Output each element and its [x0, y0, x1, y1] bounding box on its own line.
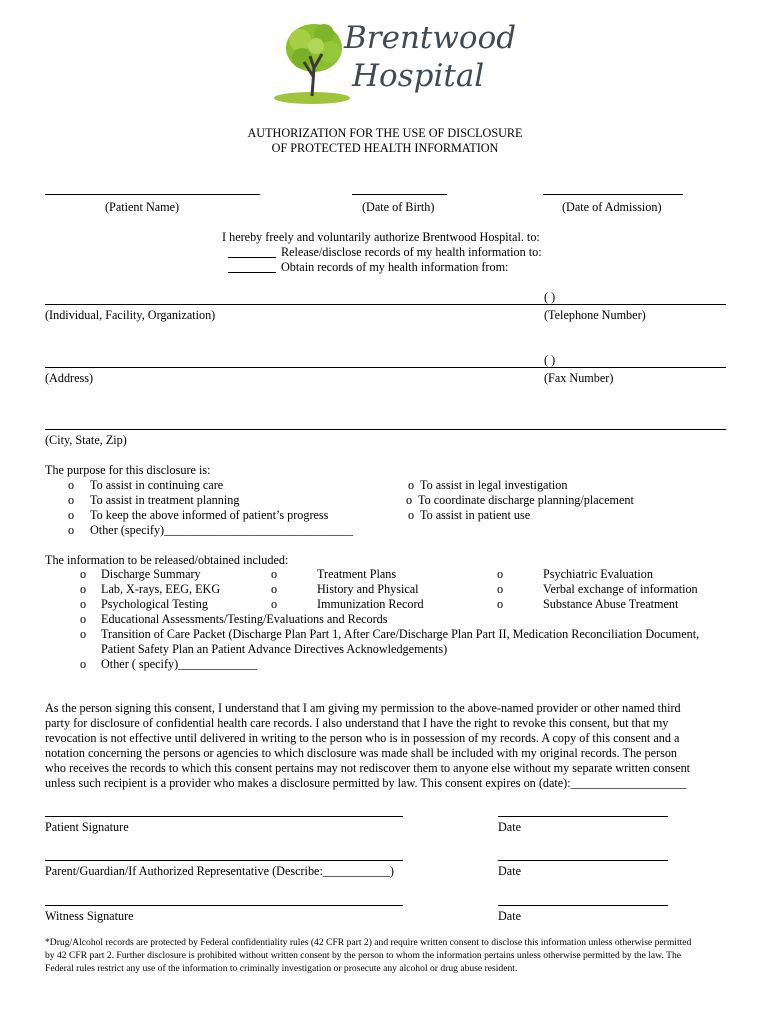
consent-line: party for disclosure of confidential health care records. I also understand that I have the right to revoke this consent, but that my	[45, 716, 669, 730]
consent-line: notation concerning the persons or agencies to which disclosure was made shall be included with my original records. The person	[45, 746, 678, 760]
phone-paren: ( )	[544, 290, 556, 304]
city-line[interactable]	[45, 429, 726, 430]
info-bullet[interactable]: o	[497, 567, 504, 581]
purpose-heading: The purpose for this disclosure is:	[45, 463, 211, 477]
address-line[interactable]	[45, 367, 726, 368]
info-immunization: Immunization Record	[317, 597, 424, 611]
info-bullet[interactable]: o	[80, 627, 87, 641]
patient-date-line[interactable]	[498, 816, 668, 817]
info-bullet[interactable]: o	[271, 597, 278, 611]
individual-label: (Individual, Facility, Organization)	[45, 308, 216, 322]
purpose-bullet[interactable]: o	[68, 493, 75, 507]
purpose-discharge: To coordinate discharge planning/placement	[418, 493, 634, 507]
dob-label: (Date of Birth)	[362, 200, 435, 214]
form-title-line2: OF PROTECTED HEALTH INFORMATION	[271, 141, 499, 155]
date-label: Date	[498, 820, 522, 834]
logo-text-brentwood: Brentwood	[344, 20, 517, 56]
info-other[interactable]: Other ( specify)_____________	[101, 657, 258, 671]
info-bullet[interactable]: o	[271, 567, 278, 581]
info-psych-testing: Psychological Testing	[101, 597, 208, 611]
witness-date-line[interactable]	[498, 905, 668, 906]
info-transition-line2: Patient Safety Plan an Patient Advance Directives Acknowledgements)	[101, 642, 448, 656]
hospital-logo	[272, 18, 517, 108]
purpose-treatment-planning: To assist in treatment planning	[90, 493, 240, 507]
info-bullet[interactable]: o	[497, 582, 504, 596]
patient-signature-label: Patient Signature	[45, 820, 129, 834]
consent-line: who receives the records to which this consent pertains may not rediscover them to anyone else without my separate written consent	[45, 761, 691, 775]
authorize-intro: I hereby freely and voluntarily authorize Brentwood Hospital. to:	[222, 230, 540, 244]
obtain-check-line[interactable]	[228, 272, 276, 273]
footnote-line: Federal rules restrict any use of the information to criminally investigation or prosecute any alcohol or drug abuse resident.	[45, 963, 518, 974]
info-bullet[interactable]: o	[80, 582, 87, 596]
guardian-signature-label[interactable]: Parent/Guardian/If Authorized Representative (Describe:___________)	[45, 864, 394, 878]
info-discharge-summary: Discharge Summary	[101, 567, 201, 581]
footnote-line: *Drug/Alcohol records are protected by Federal confidentiality rules (42 CFR part 2) and require written consent to disclose this information unless otherwise permitted	[45, 937, 692, 948]
purpose-patient-use: To assist in patient use	[420, 508, 531, 522]
purpose-bullet[interactable]: o	[68, 523, 75, 537]
city-label: (City, State, Zip)	[45, 433, 127, 447]
address-label: (Address)	[45, 371, 94, 385]
purpose-bullet[interactable]: o	[408, 508, 415, 522]
consent-line[interactable]: unless such recipient is a provider who makes a disclosure permitted by law. This consent expires on (date):___________________	[45, 776, 687, 790]
purpose-other[interactable]: Other (specify)_______________________________	[90, 523, 354, 537]
admission-label: (Date of Admission)	[562, 200, 662, 214]
date-label: Date	[498, 909, 522, 923]
purpose-bullet[interactable]: o	[68, 478, 75, 492]
info-bullet[interactable]: o	[271, 582, 278, 596]
witness-signature-line[interactable]	[45, 905, 403, 906]
obtain-option: Obtain records of my health information from:	[281, 260, 509, 274]
info-psychiatric: Psychiatric Evaluation	[543, 567, 653, 581]
patient-name-line[interactable]	[45, 194, 260, 195]
form-title-line1: AUTHORIZATION FOR THE USE OF DISCLOSURE	[247, 126, 523, 140]
consent-line: As the person signing this consent, I understand that I am giving my permission to the above-named provider or other named third	[45, 701, 681, 715]
info-bullet[interactable]: o	[80, 612, 87, 626]
info-lab: Lab, X-rays, EEG, EKG	[101, 582, 221, 596]
purpose-bullet[interactable]: o	[406, 493, 413, 507]
telephone-label: (Telephone Number)	[544, 308, 646, 322]
purpose-continuing-care: To assist in continuing care	[90, 478, 224, 492]
admission-line[interactable]	[543, 194, 683, 195]
fax-paren: ( )	[544, 353, 556, 367]
info-verbal: Verbal exchange of information	[543, 582, 698, 596]
guardian-signature-line[interactable]	[45, 860, 403, 861]
guardian-date-line[interactable]	[498, 860, 668, 861]
purpose-legal: To assist in legal investigation	[420, 478, 568, 492]
purpose-bullet[interactable]: o	[68, 508, 75, 522]
footnote-line: by 42 CFR part 2. Further disclosure is prohibited without written consent by the person to whom the information pertains unless otherwise permitted by the law. The	[45, 950, 682, 961]
info-heading: The information to be released/obtained included:	[45, 553, 289, 567]
logo-text-hospital: Hospital	[352, 58, 485, 94]
fax-label: (Fax Number)	[544, 371, 614, 385]
consent-line: revocation is not effective until delivered in writing to the person who is in possession of my records. A copy of this consent and a	[45, 731, 680, 745]
individual-line[interactable]	[45, 304, 726, 305]
purpose-bullet[interactable]: o	[408, 478, 415, 492]
info-bullet[interactable]: o	[80, 657, 87, 671]
info-substance: Substance Abuse Treatment	[543, 597, 679, 611]
patient-signature-line[interactable]	[45, 816, 403, 817]
date-label: Date	[498, 864, 522, 878]
info-bullet[interactable]: o	[497, 597, 504, 611]
release-check-line[interactable]	[228, 257, 276, 258]
purpose-keep-informed: To keep the above informed of patient’s progress	[90, 508, 329, 522]
patient-name-label: (Patient Name)	[105, 200, 180, 214]
info-bullet[interactable]: o	[80, 567, 87, 581]
release-option: Release/disclose records of my health information to:	[281, 245, 542, 259]
info-history: History and Physical	[317, 582, 419, 596]
tree-icon	[272, 18, 352, 108]
info-educational: Educational Assessments/Testing/Evaluations and Records	[101, 612, 388, 626]
witness-signature-label: Witness Signature	[45, 909, 134, 923]
info-treatment-plans: Treatment Plans	[317, 567, 397, 581]
info-transition-line1: Transition of Care Packet (Discharge Plan Part 1, After Care/Discharge Plan Part II, Medication Reconciliation Document,	[101, 627, 700, 641]
info-bullet[interactable]: o	[80, 597, 87, 611]
dob-line[interactable]	[352, 194, 447, 195]
